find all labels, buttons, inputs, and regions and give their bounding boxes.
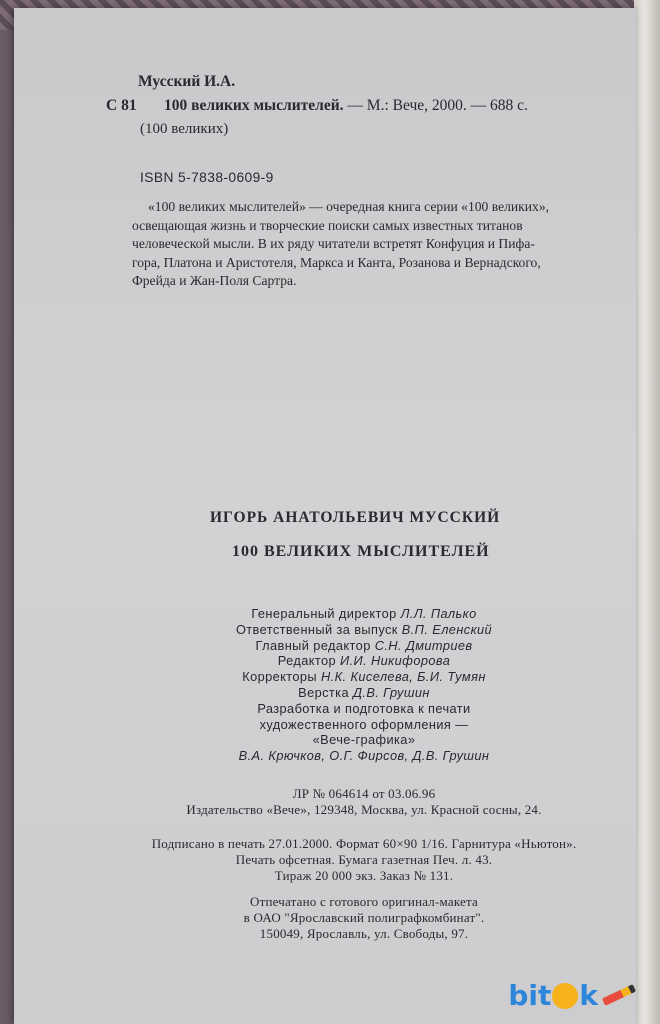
annotation-line: человеческой мысли. В их ряду читатели встретят Конфуция и Пифа- (132, 236, 535, 251)
credit-line (214, 622, 514, 638)
credit-line (214, 669, 514, 685)
printer-line: в ОАО "Ярославский полиграфкомбинат". (243, 910, 485, 926)
design-line: художественного оформления — (259, 716, 469, 732)
catalog-title: 100 великих мыслителей. (164, 97, 344, 114)
printer-line: 150049, Ярославль, ул. Свободы, 97. (259, 926, 469, 942)
credit-role: Генеральный директор (251, 606, 397, 621)
catalog-isbn: ISBN 5-7838-0609-9 (140, 170, 274, 185)
printing-block (124, 836, 604, 885)
credit-role: Редактор (277, 653, 337, 669)
catalog-title-line (164, 98, 528, 114)
annotation-line: Фрейда и Жан-Поля Сартра. (132, 273, 297, 288)
credit-role: Ответственный за выпуск (235, 621, 398, 637)
printing-line: Тираж 20 000 экз. Заказ № 131. (274, 868, 454, 884)
printer-block (124, 894, 604, 943)
credit-role: Главный редактор (255, 637, 371, 653)
watermark-o-icon (552, 983, 578, 1009)
credit-role: Верстка (298, 684, 349, 700)
printer-line: Отпечатано с готового оригинал-макета (249, 894, 479, 909)
credit-line (214, 685, 514, 701)
catalog-author: Мусский И.А. (138, 73, 236, 90)
watermark-text-start: bit (508, 978, 552, 1012)
watermark-text-end: k (579, 978, 598, 1012)
catalog-annotation (132, 198, 652, 291)
catalog-series: (100 великих) (140, 121, 229, 137)
catalog-code: С 81 (106, 97, 137, 114)
credit-line (214, 606, 514, 622)
design-line: Разработка и подготовка к печати (257, 700, 471, 716)
publisher-block (124, 786, 604, 818)
book-page (14, 8, 636, 1024)
credit-name: Д.В. Грушин (352, 684, 430, 700)
catalog-publication: — М.: Вече, 2000. — 688 с. (347, 97, 528, 114)
credit-name: Н.К. Киселева, Б.И. Тумян (321, 669, 486, 685)
publisher-license: ЛР № 064614 от 03.06.96 (292, 786, 436, 801)
credit-line (214, 638, 514, 654)
annotation-line: гора, Платона и Аристотеля, Маркса и Канта, Розанова и Вернадского, (132, 254, 541, 270)
book-title: 100 ВЕЛИКИХ МЫСЛИТЕЛЕЙ (232, 543, 490, 560)
watermark-logo (508, 976, 636, 1014)
book-author: ИГОРЬ АНАТОЛЬЕВИЧ МУССКИЙ (210, 509, 501, 526)
annotation-line: освещающая жизнь и творческие поиски самых известных титанов (132, 217, 523, 233)
design-names: В.А. Крючков, О.Г. Фирсов, Д.В. Грушин (238, 748, 490, 764)
credit-name: Л.Л. Палько (400, 606, 477, 621)
publisher-address: Издательство «Вече», 129348, Москва, ул. Красной сосны, 24. (186, 802, 542, 818)
credits-block (214, 606, 514, 764)
credit-name: И.И. Никифорова (340, 653, 451, 669)
design-line: «Вече-графика» (312, 732, 416, 748)
credit-name: С.Н. Дмитриев (374, 637, 473, 653)
printing-line: Печать офсетная. Бумага газетная Печ. л. 43. (235, 852, 493, 868)
book-page-edges (634, 0, 660, 1024)
credit-role: Корректоры (242, 669, 318, 685)
credit-line (214, 653, 514, 669)
pencil-icon (602, 984, 636, 1006)
printing-line: Подписано в печать 27.01.2000. Формат 60×90 1/16. Гарнитура «Ньютон». (151, 836, 577, 851)
annotation-line: «100 великих мыслителей» — очередная книга серии «100 великих», (148, 199, 550, 214)
credit-name: В.П. Еленский (401, 621, 493, 637)
